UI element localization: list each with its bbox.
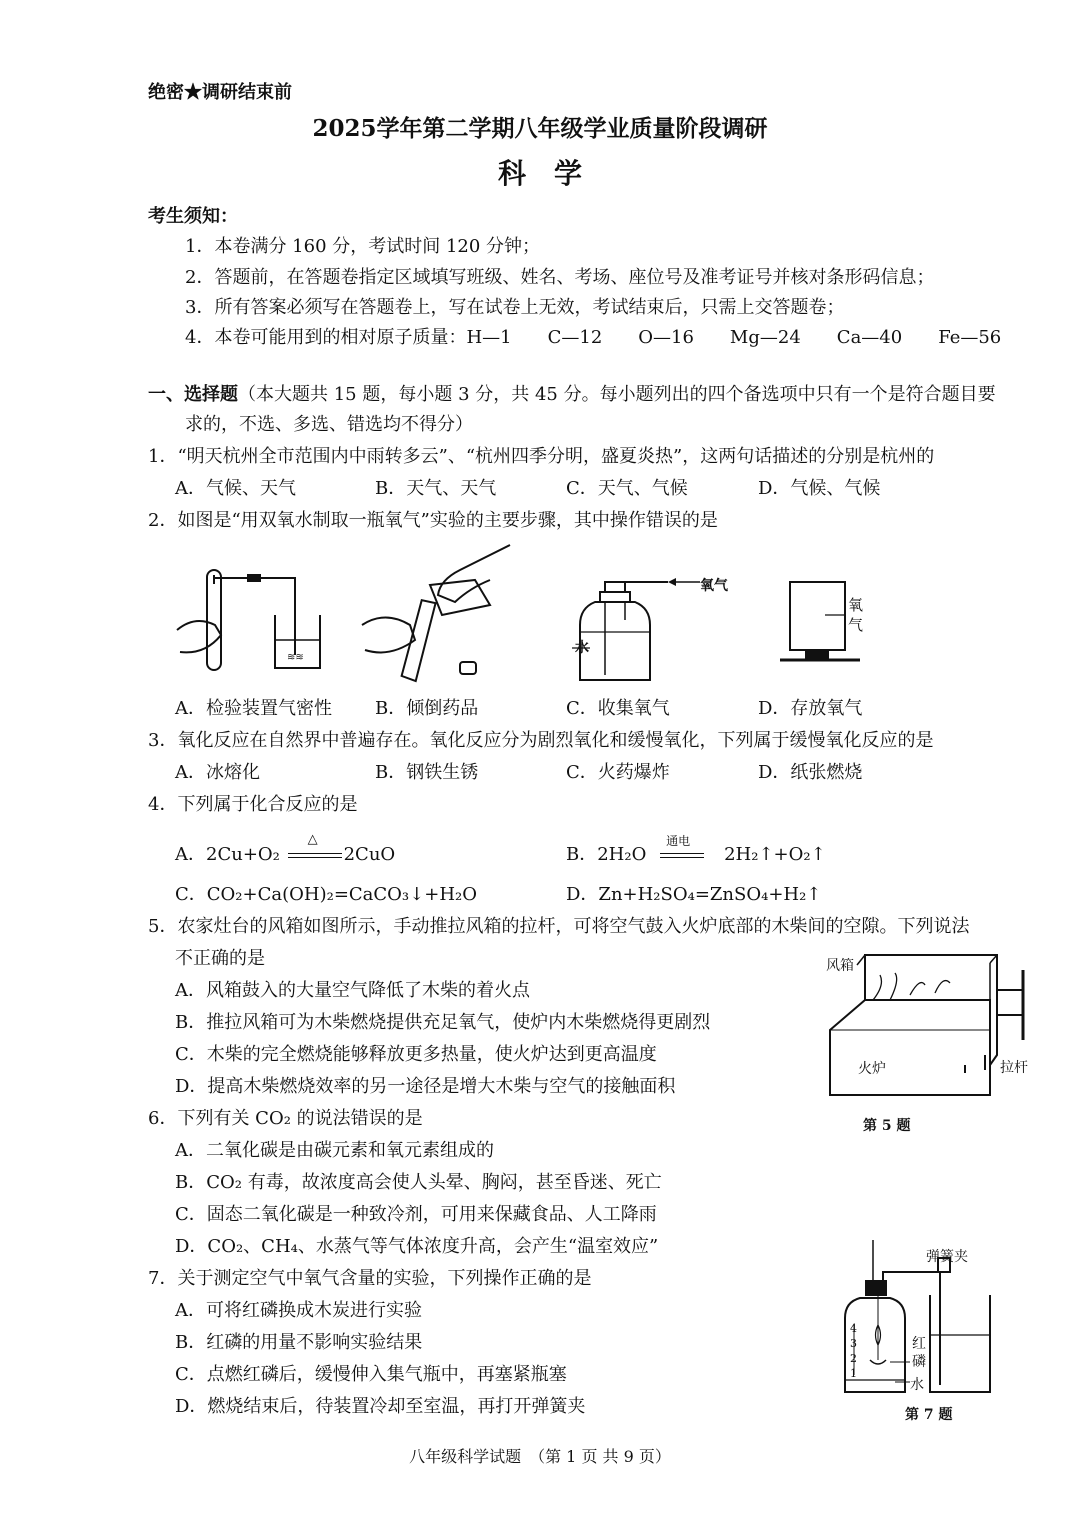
- q4-option-b-electric: 通电: [666, 834, 691, 848]
- q4-option-b-reactants: B．2H₂O: [566, 844, 647, 865]
- page-footer: 八年级科学试题 （第 1 页 共 9 页）: [409, 1447, 671, 1466]
- section-title: 一、选择题: [148, 384, 238, 405]
- q7-option-a: A．可将红磷换成木炭进行实验: [175, 1300, 422, 1321]
- q5-bellows-figure: [825, 945, 1035, 1115]
- q2-option-c: C．收集氧气: [566, 698, 670, 719]
- q2-figure-b: [360, 540, 520, 685]
- q2-option-a: A．检验装置气密性: [175, 698, 332, 719]
- q3-option-d: D．纸张燃烧: [758, 762, 863, 783]
- q2-figure-a: [175, 560, 325, 680]
- q6-option-b: B．CO₂ 有毒，故浓度高会使人头晕、胸闷，甚至昏迷、死亡: [175, 1172, 662, 1193]
- q2-option-b: B．倾倒药品: [375, 698, 479, 719]
- q6-stem: 6．下列有关 CO₂ 的说法错误的是: [148, 1108, 423, 1129]
- q4-option-c: C．CO₂+Ca(OH)₂=CaCO₃↓+H₂O: [175, 884, 477, 905]
- q2-oxygen-arrow-label: 氧气: [700, 578, 728, 594]
- q7-option-b: B．红磷的用量不影响实验结果: [175, 1332, 423, 1353]
- q2-option-d: D．存放氧气: [758, 698, 863, 719]
- q7-scale-4: 4: [850, 1322, 857, 1335]
- q3-stem: 3．氧化反应在自然界中普遍存在。氧化反应分为剧烈氧化和缓慢氧化，下列属于缓慢氧化反应的是: [148, 730, 934, 751]
- q1-option-c: C．天气、气候: [566, 478, 688, 499]
- notice-item-1: 1．本卷满分 160 分，考试时间 120 分钟；: [185, 236, 541, 257]
- q6-option-d: D．CO₂、CH₄、水蒸气等气体浓度升高，会产生“温室效应”: [175, 1236, 659, 1257]
- notice-heading: 考生须知：: [148, 206, 238, 227]
- q2-stem: 2．如图是“用双氧水制取一瓶氧气”实验的主要步骤，其中操作错误的是: [148, 510, 718, 531]
- q4-option-b-products: 2H₂↑+O₂↑: [724, 844, 826, 865]
- q4-option-a-reactants: A．2Cu+O₂: [175, 844, 280, 865]
- q5-option-b: B．推拉风箱可为木柴燃烧提供充足氧气，使炉内木柴燃烧得更剧烈: [175, 1012, 711, 1033]
- exam-title: 2025学年第二学期八年级学业质量阶段调研: [312, 115, 768, 142]
- q4-option-b: [566, 834, 826, 866]
- q2-bottle-label: 氧气: [848, 596, 864, 634]
- q4-option-a-products: 2CuO: [343, 844, 396, 865]
- q5-caption: 第 5 题: [863, 1118, 911, 1134]
- subject-title: 科 学: [497, 157, 582, 190]
- q3-option-a: A．冰熔化: [175, 762, 260, 783]
- q7-phosphorus-label: 红磷: [912, 1336, 926, 1370]
- q4-option-a-delta: △: [307, 832, 318, 847]
- q3-option-b: B．钢铁生锈: [375, 762, 479, 783]
- q5-bellows-label: 风箱: [826, 958, 854, 974]
- q2-water-label: 水: [575, 640, 589, 656]
- notice-item-4: 4．本卷可能用到的相对原子质量：H—1 C—12 O—16 Mg—24 Ca—40 Fe—56: [185, 327, 1002, 348]
- q1-option-d: D．气候、气候: [758, 478, 881, 499]
- q7-scale-1: 1: [850, 1367, 857, 1380]
- section-desc: （本大题共 15 题，每小题 3 分，共 45 分。每小题列出的四个备选项中只有一个是符合题目要: [238, 384, 996, 405]
- q5-stove-label: 火炉: [858, 1061, 886, 1077]
- q7-option-d: D．燃烧结束后，待装置冷却至室温，再打开弹簧夹: [175, 1396, 586, 1417]
- q7-scale-3: 3: [850, 1337, 857, 1350]
- q7-caption: 第 7 题: [905, 1407, 953, 1423]
- q5-stem-1: 5．农家灶台的风箱如图所示，手动推拉风箱的拉杆，可将空气鼓入火炉底部的木柴间的空隙。下列说法: [148, 916, 970, 937]
- q4-option-a: [175, 832, 396, 866]
- q7-water-label: 水: [910, 1377, 924, 1393]
- q5-stem-2: 不正确的是: [175, 948, 265, 969]
- section-desc-2: 求的，不选、多选、错选均不得分）: [185, 414, 473, 435]
- q4-option-d: D．Zn+H₂SO₄=ZnSO₄+H₂↑: [566, 884, 822, 905]
- q5-option-a: A．风箱鼓入的大量空气降低了木柴的着火点: [175, 980, 530, 1001]
- q5-rod-label: 拉杆: [1000, 1060, 1028, 1076]
- q1-stem: 1．“明天杭州全市范围内中雨转多云”、“杭州四季分明，盛夏炎热”，这两句话描述的分别是杭州的: [148, 446, 935, 467]
- q5-option-d: D．提高木柴燃烧效率的另一途径是增大木柴与空气的接触面积: [175, 1076, 676, 1097]
- q4-option-b-condition: [652, 834, 724, 864]
- q7-stem: 7．关于测定空气中氧气含量的实验，下列操作正确的是: [148, 1268, 592, 1289]
- q7-clamp-label: 弹簧夹: [926, 1249, 968, 1265]
- q1-option-b: B．天气、天气: [375, 478, 497, 499]
- q5-option-c: C．木柴的完全燃烧能够释放更多热量，使火炉达到更高温度: [175, 1044, 657, 1065]
- q7-option-c: C．点燃红磷后，缓慢伸入集气瓶中，再塞紧瓶塞: [175, 1364, 567, 1385]
- secret-label: 绝密★调研结束前: [148, 82, 292, 103]
- notice-item-2: 2．答题前，在答题卷指定区域填写班级、姓名、考场、座位号及准考证号并核对条形码信息；: [185, 267, 935, 288]
- q4-stem: 4．下列属于化合反应的是: [148, 794, 358, 815]
- q6-option-a: A．二氧化碳是由碳元素和氧元素组成的: [175, 1140, 494, 1161]
- q6-option-c: C．固态二氧化碳是一种致冷剂，可用来保藏食品、人工降雨: [175, 1204, 657, 1225]
- section-heading: [148, 380, 996, 406]
- q3-option-c: C．火药爆炸: [566, 762, 670, 783]
- q7-scale-2: 2: [850, 1352, 857, 1365]
- q4-option-a-condition: [286, 832, 344, 864]
- notice-item-3: 3．所有答案必须写在答题卷上，写在试卷上无效，考试结束后，只需上交答题卷；: [185, 297, 845, 318]
- svg-text:≋≋: ≋≋: [287, 652, 304, 663]
- q1-option-a: A．气候、天气: [175, 478, 296, 499]
